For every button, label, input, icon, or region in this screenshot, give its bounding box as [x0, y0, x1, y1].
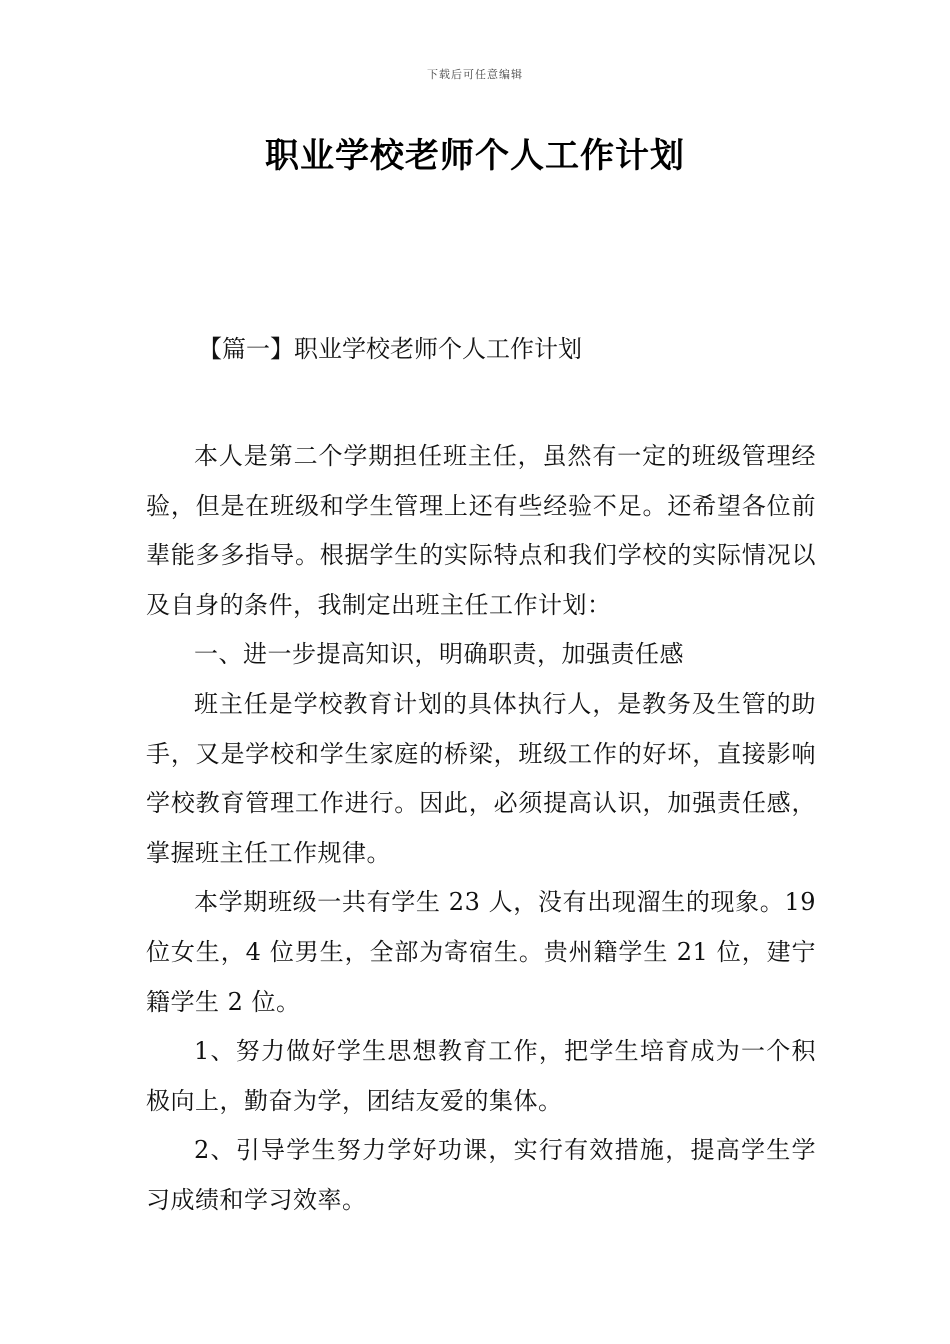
- paragraph-class-stats: 本学期班级一共有学生 23 人，没有出现溜生的现象。19 位女生，4 位男生，全部为寄宿生。贵州籍学生 21 位，建宁籍学生 2 位。: [146, 888, 816, 1016]
- document-body: [146, 432, 816, 1226]
- paragraph-item-1: 1、努力做好学生思想教育工作，把学生培育成为一个积极向上，勤奋为学，团结友爱的集体。: [146, 1037, 816, 1115]
- header-note: 下载后可任意编辑: [427, 68, 523, 81]
- document-title: 职业学校老师个人工作计划: [265, 136, 685, 176]
- paragraph-subheading-1: 一、进一步提高知识，明确职责，加强责任感: [194, 640, 684, 669]
- section-heading: 【篇一】职业学校老师个人工作计划: [198, 335, 582, 363]
- paragraph-item-2: 2、引导学生努力学好功课，实行有效措施，提高学生学习成绩和学习效率。: [146, 1136, 816, 1214]
- paragraph-responsibility: 班主任是学校教育计划的具体执行人，是教务及生管的助手，又是学校和学生家庭的桥梁，班级工作的好坏，直接影响学校教育管理工作进行。因此，必须提高认识，加强责任感，掌握班主任工作规律。: [146, 689, 816, 867]
- paragraph-intro: 本人是第二个学期担任班主任，虽然有一定的班级管理经验，但是在班级和学生管理上还有些经验不足。还希望各位前辈能多多指导。根据学生的实际特点和我们学校的实际情况以及自身的条件，我制定出班主任工作计划：: [146, 442, 816, 619]
